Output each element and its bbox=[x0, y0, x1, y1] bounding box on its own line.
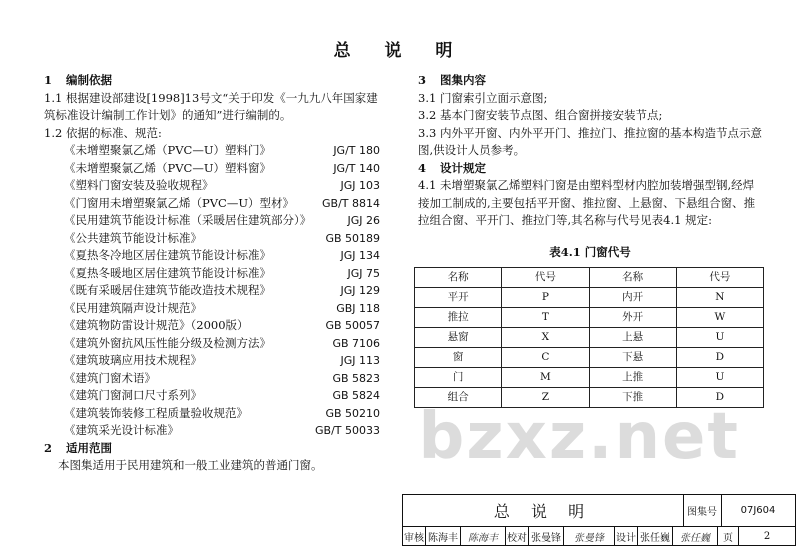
standard-item bbox=[44, 160, 380, 178]
title-block bbox=[402, 494, 796, 546]
table-cell-name: 推拉 bbox=[415, 308, 502, 328]
table-cell-code: W bbox=[676, 308, 763, 328]
standard-name: 《未增塑聚氯乙烯（PVC—U）塑料门》 bbox=[64, 143, 272, 157]
standard-code: JGJ 129 bbox=[340, 284, 380, 297]
standard-name: 《既有采暖居住建筑节能改造技术规程》 bbox=[64, 283, 271, 297]
table-header-row bbox=[415, 268, 764, 288]
page-number: 2 bbox=[763, 530, 771, 542]
standard-name: 《建筑玻璃应用技术规程》 bbox=[64, 353, 202, 367]
standard-item bbox=[44, 405, 380, 423]
standard-item bbox=[44, 230, 380, 248]
standard-name: 《建筑门窗术语》 bbox=[64, 370, 156, 385]
table-cell-name: 门 bbox=[415, 368, 502, 388]
standard-code: JG/T 140 bbox=[333, 161, 380, 175]
standard-code: JGJ 113 bbox=[340, 354, 380, 367]
standard-item bbox=[44, 300, 380, 318]
paragraph-1-2: 1.2 依据的标准、规范: bbox=[44, 125, 162, 140]
standard-item bbox=[44, 142, 380, 160]
header-name-1: 名称 bbox=[415, 268, 502, 288]
standard-name: 《建筑门窗洞口尺寸系列》 bbox=[64, 388, 202, 402]
paragraph-3-2: 3.2 基本门窗安装节点图、组合窗拼接安装节点; bbox=[418, 108, 663, 122]
header-code-2: 代号 bbox=[676, 268, 763, 288]
watermark: bzxz.net bbox=[418, 400, 740, 474]
standard-name: 《建筑物防雷设计规范》（2000版） bbox=[64, 318, 249, 332]
table-cell-code: Z bbox=[502, 388, 589, 408]
table-row bbox=[415, 288, 764, 308]
section-1-heading bbox=[44, 72, 380, 90]
section-4-heading bbox=[418, 160, 762, 178]
paragraph-3-3: 3.3 内外平开窗、内外平开门、推拉门、推拉窗的基本构造节点示意图,供设计人员参考。 bbox=[418, 125, 762, 157]
standard-code: GB 5824 bbox=[332, 389, 380, 402]
standard-name: 《民用建筑节能设计标准（采暖居住建筑部分）》 bbox=[64, 213, 312, 227]
reviewer-name: 陈海丰 bbox=[426, 526, 461, 546]
paragraph-2: 本图集适用于民用建筑和一般工业建筑的普通门窗。 bbox=[58, 458, 323, 472]
standard-code: JGJ 103 bbox=[340, 179, 380, 192]
standard-item bbox=[44, 212, 380, 230]
standard-item bbox=[44, 247, 380, 265]
table-cell-code: P bbox=[502, 288, 589, 308]
standard-name: 《塑料门窗安装及验收规程》 bbox=[64, 178, 214, 192]
table-caption: 表4.1 门窗代号 bbox=[549, 244, 631, 259]
table-cell-code: U bbox=[676, 328, 763, 348]
standard-code: GB 50057 bbox=[325, 319, 380, 332]
designer-signature: 张任巍 bbox=[673, 526, 718, 546]
paragraph-1-1: 1.1 根据建设部建设[1998]13号文“关于印发《一九九八年国家建筑标准设计编制工作计划》的通知”进行编制的。 bbox=[44, 90, 378, 122]
page-label: 页 bbox=[718, 526, 739, 546]
review-label: 审核 bbox=[403, 526, 426, 546]
atlas-number-value: 07J604 bbox=[740, 505, 776, 516]
section-2-number: 2 bbox=[44, 440, 53, 455]
standard-item bbox=[44, 265, 380, 283]
standard-name: 《未增塑聚氯乙烯（PVC—U）塑料窗》 bbox=[64, 160, 272, 175]
designer-name: 张任巍 bbox=[638, 526, 673, 546]
table-cell-name: 窗 bbox=[415, 348, 502, 368]
checker-name: 张曼锋 bbox=[529, 526, 564, 546]
table-cell-code: T bbox=[502, 308, 589, 328]
title-block-sign-row bbox=[403, 526, 795, 546]
standard-name: 《建筑外窗抗风压性能分级及检测方法》 bbox=[64, 335, 271, 350]
section-2-title: 适用范围 bbox=[66, 440, 112, 455]
standard-code: GB 5823 bbox=[332, 371, 380, 385]
standard-code: JG/T 180 bbox=[333, 144, 380, 157]
section-1-number: 1 bbox=[44, 73, 53, 87]
table-cell-code: D bbox=[676, 388, 763, 408]
standard-name: 《民用建筑隔声设计规范》 bbox=[64, 300, 202, 315]
checker-signature: 张曼锋 bbox=[564, 526, 615, 546]
standard-item bbox=[44, 422, 380, 440]
standard-item bbox=[44, 370, 380, 388]
table-cell-name: 下推 bbox=[589, 388, 676, 408]
check-label: 校对 bbox=[506, 526, 529, 546]
design-label: 设计 bbox=[615, 526, 638, 546]
table-row bbox=[415, 328, 764, 348]
standard-name: 《建筑采光设计标准》 bbox=[64, 423, 179, 437]
title-block-title: 总 说 明 bbox=[403, 495, 684, 526]
right-column bbox=[418, 72, 762, 408]
standard-name: 《夏热冬冷地区居住建筑节能设计标准》 bbox=[64, 248, 271, 262]
atlas-number-label: 图集号 bbox=[683, 495, 722, 526]
table-cell-name: 内开 bbox=[589, 288, 676, 308]
standard-item bbox=[44, 317, 380, 335]
standard-code: GB/T 8814 bbox=[322, 196, 380, 210]
standard-code: GBJ 118 bbox=[336, 301, 380, 315]
paragraph-4-1: 4.1 未增塑聚氯乙烯塑料门窗是由塑料型材内腔加装增强型钢,经焊接加工制成的,主要包括平开窗、推拉窗、上悬窗、下悬组合窗、推拉组合窗、平开门、推拉门等,其名称与代号见表4.1 规定: bbox=[418, 178, 756, 227]
section-3-title: 图集内容 bbox=[440, 73, 486, 87]
section-3-number: 3 bbox=[418, 73, 427, 87]
standard-item bbox=[44, 387, 380, 405]
reviewer-signature: 陈海丰 bbox=[461, 526, 506, 546]
section-4-title: 设计规定 bbox=[440, 160, 486, 175]
section-1-title: 编制依据 bbox=[66, 73, 112, 87]
paragraph-3-1: 3.1 门窗索引立面示意图; bbox=[418, 90, 548, 105]
title-block-top-row bbox=[403, 495, 795, 527]
table-cell-name: 上悬 bbox=[589, 328, 676, 348]
standard-code: GB 50210 bbox=[325, 406, 380, 420]
table-cell-name: 下悬 bbox=[589, 348, 676, 368]
standard-code: GB/T 50033 bbox=[315, 424, 380, 437]
section-4-number: 4 bbox=[418, 160, 427, 175]
standards-list bbox=[44, 142, 380, 440]
table-row bbox=[415, 368, 764, 388]
table-cell-code: C bbox=[502, 348, 589, 368]
table-cell-name: 平开 bbox=[415, 288, 502, 308]
standard-code: JGJ 134 bbox=[340, 249, 380, 262]
table-cell-name: 上推 bbox=[589, 368, 676, 388]
door-window-code-table bbox=[414, 267, 764, 408]
table-cell-code: U bbox=[676, 368, 763, 388]
table-cell-name: 悬窗 bbox=[415, 328, 502, 348]
standard-item bbox=[44, 282, 380, 300]
standard-item bbox=[44, 177, 380, 195]
table-cell-name: 组合 bbox=[415, 388, 502, 408]
table-cell-name: 外开 bbox=[589, 308, 676, 328]
standard-item bbox=[44, 335, 380, 353]
table-cell-code: N bbox=[676, 288, 763, 308]
standard-name: 《门窗用未增塑聚氯乙烯（PVC—U）型材》 bbox=[64, 195, 295, 210]
standard-code: JGJ 75 bbox=[347, 266, 380, 280]
table-cell-code: X bbox=[502, 328, 589, 348]
table-row bbox=[415, 348, 764, 368]
standard-name: 《建筑装饰装修工程质量验收规范》 bbox=[64, 405, 248, 420]
standard-item bbox=[44, 352, 380, 370]
section-3-heading bbox=[418, 72, 762, 90]
standard-code: JGJ 26 bbox=[347, 214, 380, 227]
section-2-heading bbox=[44, 440, 380, 458]
standard-item bbox=[44, 195, 380, 213]
header-name-2: 名称 bbox=[589, 268, 676, 288]
standard-name: 《公共建筑节能设计标准》 bbox=[64, 230, 202, 245]
table-row bbox=[415, 308, 764, 328]
header-code-1: 代号 bbox=[502, 268, 589, 288]
page-title: 总 说 明 bbox=[333, 41, 467, 61]
standard-code: GB 7106 bbox=[332, 336, 380, 350]
left-column bbox=[44, 72, 380, 475]
standard-code: GB 50189 bbox=[325, 231, 380, 245]
standard-name: 《夏热冬暖地区居住建筑节能设计标准》 bbox=[64, 265, 271, 280]
table-cell-code: D bbox=[676, 348, 763, 368]
table-cell-code: M bbox=[502, 368, 589, 388]
